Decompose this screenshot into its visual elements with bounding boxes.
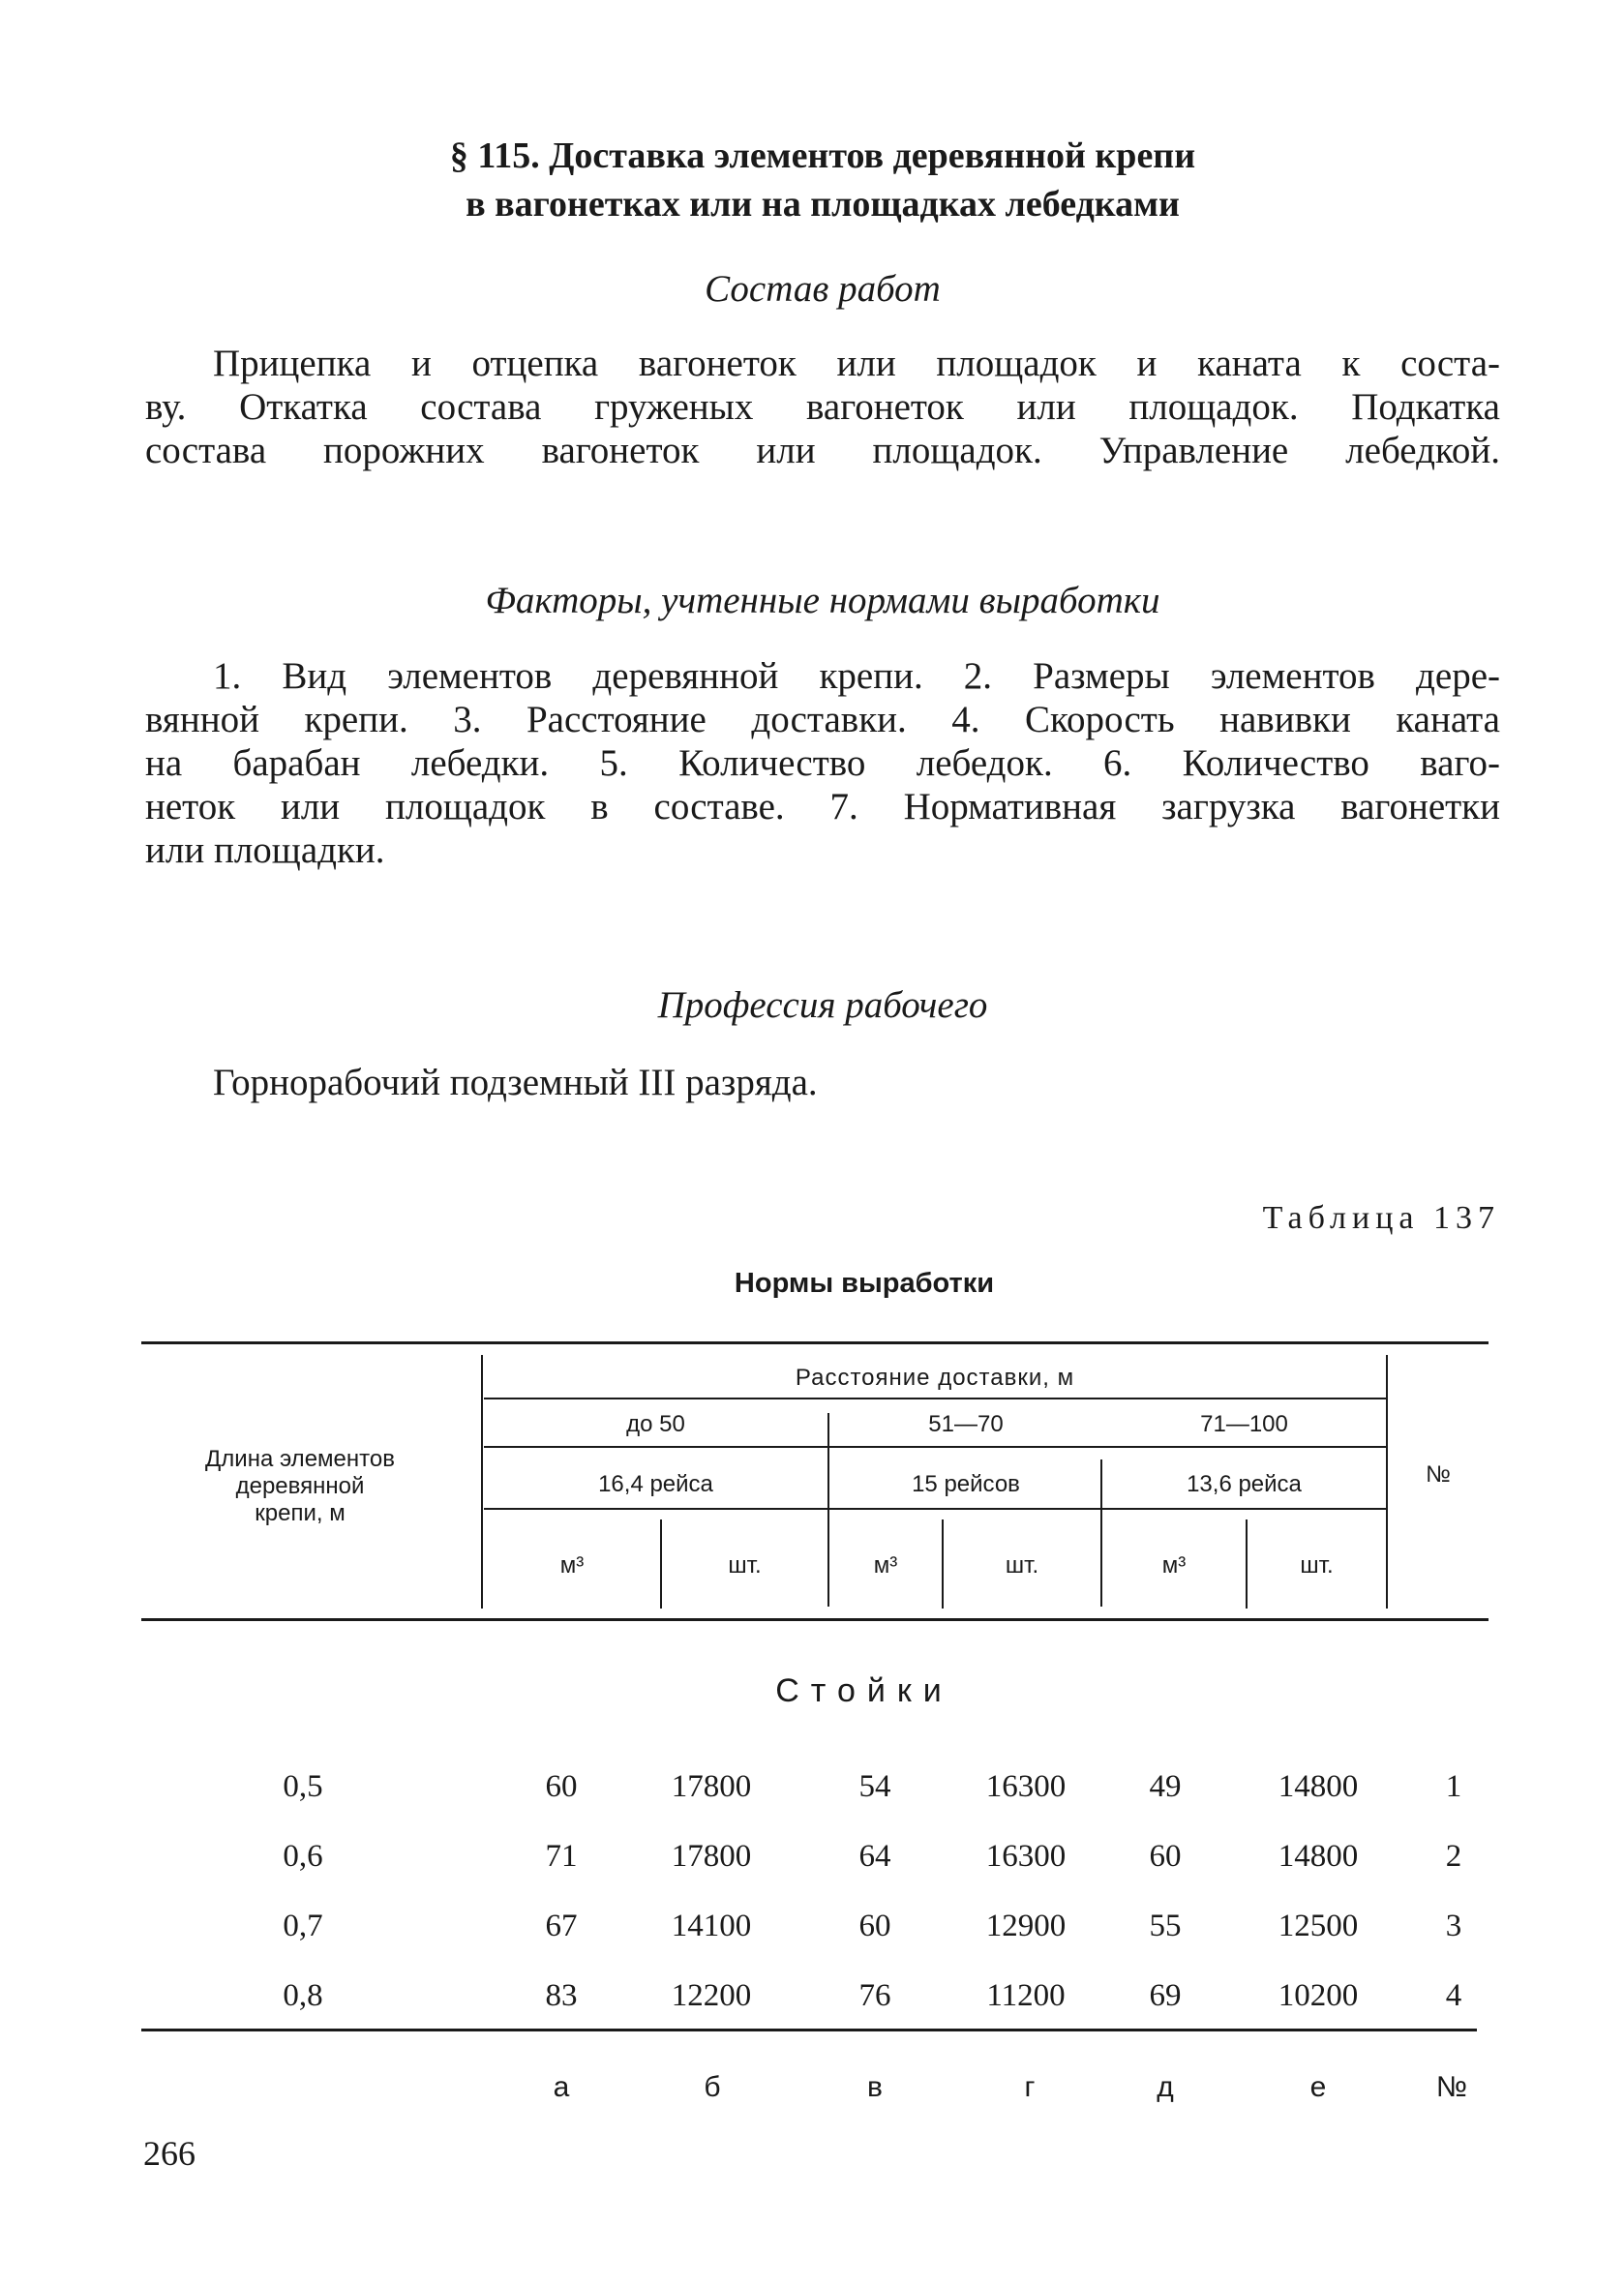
factors-line: 1. Вид элементов деревянной крепи. 2. Размеры элементов дере- <box>213 655 1500 697</box>
cell-value: 16300 <box>985 1769 1067 1804</box>
cell-value: 83 <box>545 1978 578 2013</box>
cell-value: 60 <box>858 1909 891 1943</box>
distance-header-1: до 50 <box>626 1411 685 1437</box>
cell-value: 71 <box>545 1839 578 1874</box>
cell-value: 17800 <box>671 1769 752 1804</box>
cell-value: 69 <box>1149 1978 1182 2013</box>
cell-value: 60 <box>545 1769 578 1804</box>
column-letter: а <box>553 2071 570 2103</box>
composition-line: состава порожних вагонеток или площадок. Управление лебедкой. <box>145 430 1500 471</box>
row-label-header-line: деревянной <box>235 1473 365 1499</box>
composition-line: ву. Откатка состава груженых вагонеток или площадок. Подкатка <box>145 386 1500 428</box>
cell-length: 0,7 <box>283 1909 323 1943</box>
cell-value: 12900 <box>985 1909 1067 1943</box>
cell-value: 11200 <box>986 1978 1066 2013</box>
column-letter: б <box>704 2071 721 2103</box>
profession-title: Профессия рабочего <box>657 984 988 1026</box>
trips-header-1: 16,4 рейса <box>598 1471 713 1497</box>
unit-header: м³ <box>559 1552 585 1579</box>
number-column-header: № <box>1426 1461 1451 1488</box>
factors-line: неток или площадок в составе. 7. Нормативная загрузка вагонетки <box>145 786 1500 827</box>
column-letter: г <box>1024 2071 1036 2103</box>
cell-length: 0,5 <box>283 1769 323 1804</box>
section-heading-line-2: в вагонетках или на площадках лебедками <box>466 184 1180 225</box>
profession-paragraph <box>145 1061 1500 1104</box>
cell-value: 12500 <box>1278 1909 1359 1943</box>
cell-value: 14100 <box>671 1909 752 1943</box>
cell-value: 64 <box>858 1839 891 1874</box>
column-letter: д <box>1157 2071 1174 2103</box>
unit-header: шт. <box>728 1552 762 1579</box>
trips-header-2: 15 рейсов <box>912 1471 1020 1497</box>
row-label-header-line: Длина элементов <box>205 1446 395 1472</box>
distance-header-3: 71—100 <box>1200 1411 1288 1437</box>
unit-header: шт. <box>1005 1552 1039 1579</box>
table-title: Нормы выработки <box>734 1268 995 1299</box>
cell-value: 12200 <box>671 1978 752 2013</box>
section-title-stoyki: Стойки <box>775 1672 953 1709</box>
table-caption: Таблица 137 <box>1262 1200 1500 1236</box>
cell-value: 14800 <box>1278 1839 1359 1874</box>
distance-group-header: Расстояние доставки, м <box>795 1365 1075 1391</box>
trips-header-3: 13,6 рейса <box>1187 1471 1302 1497</box>
header-rule <box>484 1508 1386 1510</box>
cell-row-number: 1 <box>1445 1769 1462 1804</box>
cell-row-number: 2 <box>1445 1839 1462 1874</box>
cell-value: 14800 <box>1278 1769 1359 1804</box>
cell-value: 76 <box>858 1978 891 2013</box>
cell-value: 10200 <box>1278 1978 1359 2013</box>
cell-value: 16300 <box>985 1839 1067 1874</box>
composition-paragraph <box>145 342 1500 472</box>
table-bottom-rule <box>141 2029 1477 2031</box>
header-rule <box>484 1446 1386 1448</box>
row-label-header-line: крепи, м <box>255 1500 346 1526</box>
page-number: 266 <box>143 2134 195 2173</box>
factors-paragraph <box>145 654 1500 872</box>
row-label-header <box>135 1446 465 1527</box>
cell-length: 0,6 <box>283 1839 323 1874</box>
factors-line: вянной крепи. 3. Расстояние доставки. 4. Скорость навивки каната <box>145 699 1500 740</box>
cell-length: 0,8 <box>283 1978 323 2013</box>
header-rule <box>484 1398 1386 1399</box>
cell-value: 54 <box>858 1769 891 1804</box>
composition-title: Состав работ <box>705 268 941 310</box>
header-divider <box>481 1355 483 1609</box>
cell-value: 55 <box>1149 1909 1182 1943</box>
composition-line: Прицепка и отцепка вагонеток или площадок и каната к соста- <box>213 343 1500 384</box>
factors-line: на барабан лебедки. 5. Количество лебедок. 6. Количество ваго- <box>145 742 1500 784</box>
factors-title: Факторы, учтенные нормами выработки <box>485 580 1160 621</box>
cell-row-number: 4 <box>1445 1978 1462 2013</box>
table-header-bottom-rule <box>141 1618 1489 1621</box>
unit-header: шт. <box>1300 1552 1334 1579</box>
table-top-rule <box>141 1341 1489 1344</box>
cell-value: 49 <box>1149 1769 1182 1804</box>
factors-line: или площадки. <box>145 829 385 871</box>
cell-row-number: 3 <box>1445 1909 1462 1943</box>
column-letter: в <box>867 2071 883 2103</box>
cell-value: 67 <box>545 1909 578 1943</box>
column-letter: № <box>1435 2071 1468 2103</box>
cell-value: 60 <box>1149 1839 1182 1874</box>
cell-value: 17800 <box>671 1839 752 1874</box>
profession-text: Горнорабочий подземный III разряда. <box>213 1062 818 1103</box>
distance-header-2: 51—70 <box>928 1411 1004 1437</box>
section-heading-line-1: § 115. Доставка элементов деревянной крепи <box>449 135 1196 176</box>
unit-header: м³ <box>1161 1552 1187 1579</box>
unit-header: м³ <box>873 1552 898 1579</box>
column-letter: е <box>1309 2071 1327 2103</box>
